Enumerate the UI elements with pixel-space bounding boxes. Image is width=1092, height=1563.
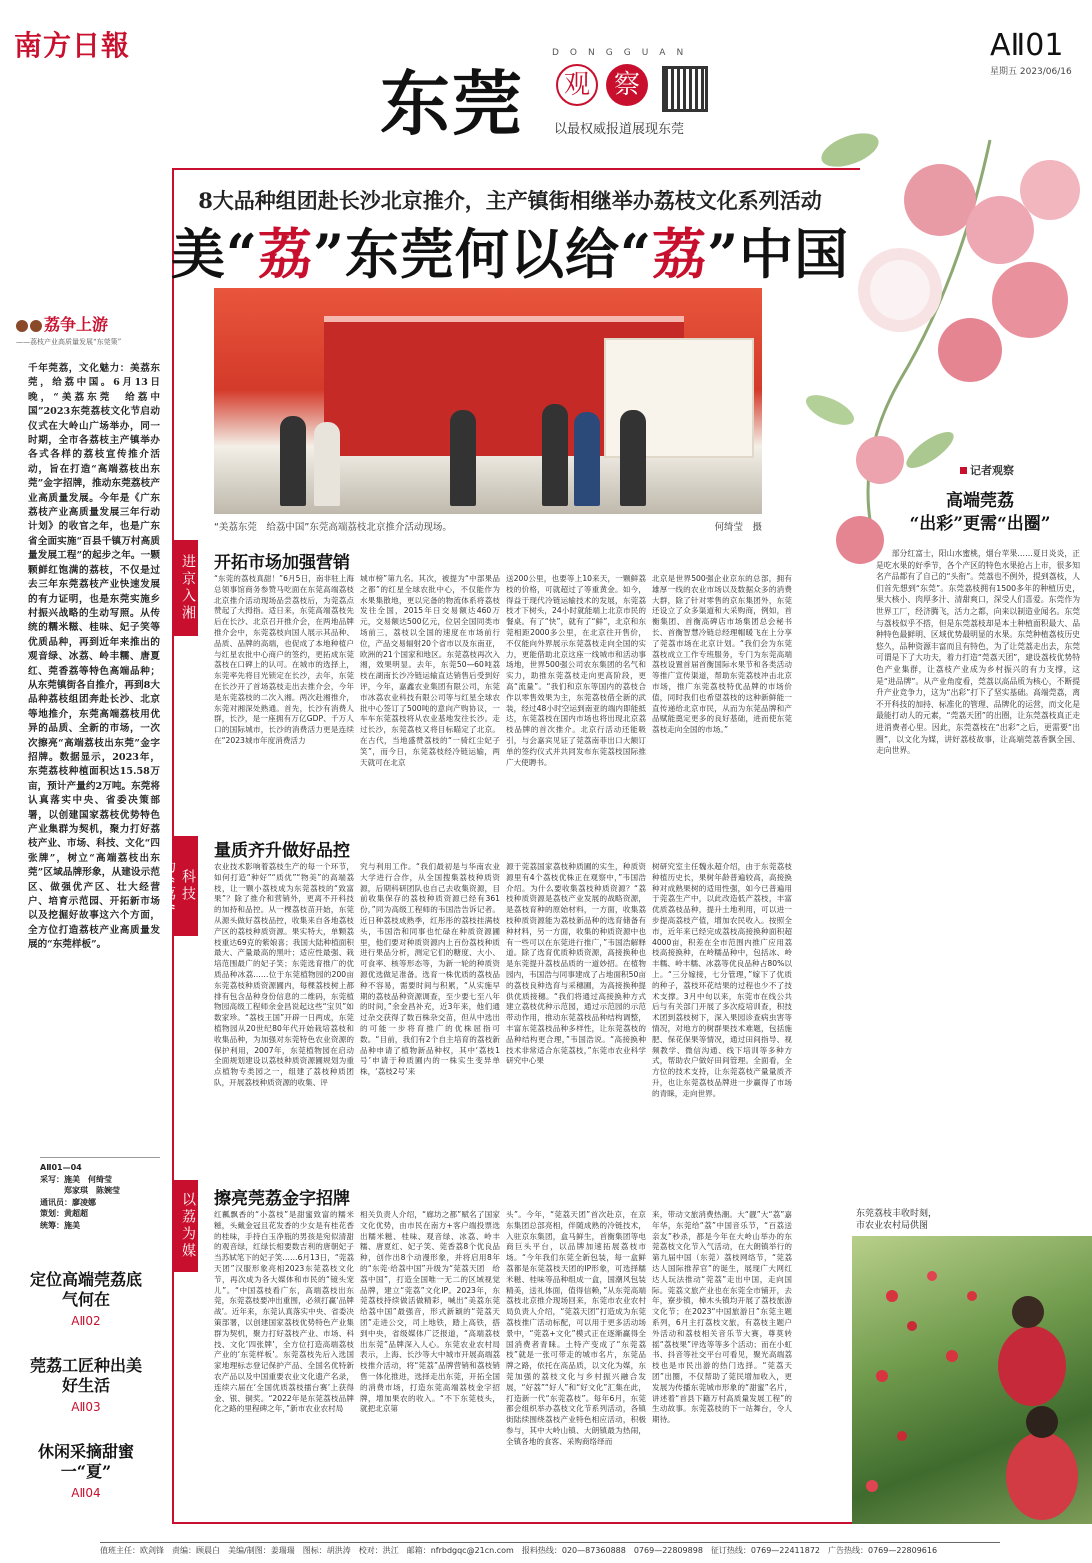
qr-code-icon[interactable] <box>662 66 708 112</box>
article-column: 送200公里，也要等上10来天，一颗鲜荔枝的价格，可就超过了等重黄金。如今，得益于现代冷链运输技术的发展，东莞荔枝才下树头，24小时就能端上北京市民的餐桌。有了“快”，就有了“鲜”，北京和东莞相距2000多公里，在北京往开售价，不仅能向外界展示东莞荔枝走向全国的实力，更能借助北京这座一线城市和活动事场地，世界500强公司农东集团的名气和实力，助推东莞荔枝走向更高阶段，更高“流量”。“我们和京东等国内的荔枝合作以零售效果为主，东莞荔枝借全新的武装，经过48小时空运到南亚的端内即能抵达，东莞荔枝在国内市场也将出现北京荔枝品牌的首次推介。北京行活动还能吸引，与会嘉宾见证了莞荔南菲出口大额订单的签约仪式并共同发布东莞荔枝国际推广大使聘书。 <box>506 574 646 767</box>
section-title-3: 擦亮莞荔金字招牌 <box>214 1189 350 1209</box>
article-column: 相关负责人介绍，“廊坊之都”赋名了国家文化优势，由市民在南方+客户端投票选出糯米糍、桂味、观音绿、冰荔、岭丰糯、唐夏红、妃子笑、莞香荔8个优良品种，创作出8个动漫形象，并将启用8年的“东莞·给荔中国”升级为“莞荔天团 给荔中国”，打造全国唯一无二的区域视觉品牌，建立“莞荔”文化IP。2023年，东莞荔枝持续做活做精彩，喊出“美荔东莞 给荔中国”最强音，形式新颖的“莞荔天团”走进公交，司上地铁，踏上高铁，搭到中央，省级媒体广泛报道，“高端荔枝出东莞”品牌深入人心。东莞农业农村局表示，上海、长沙等大中城市开展高端荔枝推介活动，将“莞荔”品牌营销和荔枝销售一体化推进，选择走出东莞，开拓全国的消费市场，打造东莞高端荔枝金字招牌，增加果农的收入。“不下东莞枝头，就把北京第 <box>360 1210 508 1414</box>
section-title-2: 量质齐升做好品控 <box>214 841 350 861</box>
article-column: 农业技术影响着荔枝生产的每一个环节，如何打造“种好”“质优”“物美”的高端荔枝，让一颗小荔枝成为东莞荔枝的“致富果”？除了推介和营销外，更离不开科技的加持和品控。从一棵荔枝苗开始，东莞从源头做好荔枝品控，收集来自各地荔枝产区的荔枝种质资源。果实特大，单颗荔枝重达69克的紫娘喜；我国大陆种植面积最大、产量最高的黑叶；适应性最强、栽培范围最广的妃子笑；东莞选育推广的优质品种冰荔……位于东莞植物园的200亩东莞荔枝种质资源圃内，每棵荔枝树上都排有包含品种身份信息的二维码，东莞植物园高级工程师余金昌说起这些“宝贝”如数家珍。“荔枝王国”开辟一日两成，东莞植物园从20世纪80年代开始栽培荔枝和收集品种，为加强对东莞特色农业资源的保护利用，2007年，东莞植物园在启动全面规划建设以荔枝种质资源圃规划为重点植物专类园之一，组建了荔枝种质团队，开展荔枝种质资源的收集、评 <box>214 862 354 1087</box>
lychee-icon <box>16 320 28 332</box>
intro-column: 千年莞荔，文化魅力：美荔东莞，给荔中国。6月13日晚，“美荔东莞 给荔中国”2023东莞荔枝文化节启动仪式在大岭山广场举办，同一时期，全市各荔枝主产镇举办各式各样的荔枝宣传推介活动，旨在打造“高端荔枝出东莞”金字招牌，推动东莞荔枝产业高质量发展。今年是《广东荔枝产业高质量发展三年行动计划》的收官之年，也是广东省全面实施“百县千镇万村高质量发展工程”的起步之年。一颗颗鲜红饱满的荔枝，不仅是过去三年东莞荔枝产业快速发展的有力证明，也是东莞实施乡村振兴战略的生动写照。从传统的糯米糍、桂味、妃子笑等优质品种，再到近年来推出的观音绿、冰荔、岭丰糯、唐夏红、莞香荔等特色高端品种；从东莞镇街各自推介，再到8大品种荔枝组团奔赴长沙、北京等地推介，东莞高端荔枝用优异的品质、全新的市场，一次次擦亮“高端荔枝出东莞”金字招牌。数据显示，2023年，东莞荔枝种植面积达15.58万亩，预计产量约2万吨。东莞将认真落实中央、省委决策部署，以创建国家荔枝优势特色产业集群为契机，聚力打好荔枝产业、市场、科技、文化“四张牌”，树立“高端荔枝出东莞”区域品牌形象，从建设示范区、做强优产区、壮大经营户、培育示范园、开拓新市场以及挖掘好故事这六个方面，全方位打造荔枝产业高质量发展的“东莞样板”。 <box>28 363 160 951</box>
article-column: “东莞的荔枝真甜！”6月5日，南非驻上海总领事馆商务参赞马吃面在东莞高端荔枝北京推介活动现场品尝荔枝后，为莞荔点赞起了大拇指。适日来，东莞高端荔枝先后在长沙、北京召开推介会，在两地品牌推介会中，东莞荔枝向国人展示其品种、品质、品牌的高端，也促成了本地种植户与红星农批中心商户的签约，更拓成东莞荔枝在口碑上的认可。在城市的选择上，东莞率先将目光锁定在长沙，去年，东莞在长沙开了首场荔枝走出去推介会，今年是东莞荔枝的二次入湘。两次赴湘推介，东莞对湘深处熟通。首先，长沙有消费人群，长沙，是一座拥有万亿GDP、千万人口的国际城市，长沙的消费活力更是连续在“2023城市年度消费活力 <box>214 574 354 745</box>
headline-red-li: 荔 <box>652 222 708 286</box>
footer-credits: 值班主任：欧剑锋 责编：顾晨白 美编/制图：姜瑞瑞 图标：胡洪涛 校对：洪江 邮箱：nfrbdgqc@21cn.com 报料热线：020—87360888 0769—22809898 征订热线：0769—22411872 广告热线：0769—22809616 <box>100 1542 1000 1556</box>
reporter-observation-label: 记者观察 <box>960 462 1014 478</box>
page-number: AⅡ01 <box>990 28 1064 63</box>
harvest-caption-line: 市农业农村局供图 <box>856 1221 929 1231</box>
article-column: 红瓤飘香的“小荔枝”是甜蜜致富的糯米糍，头戴金冠且花发香的少女是有桂花香的桂味，手持白玉净瓶的男孩是宛似清甜的观音绿，红绿长相要数吉利的唐朝妃子当苏轼笔下的妃子笑……6月13日，“莞荔天团”汉服形象亮相2023东莞荔枝文化节，再次成为各大媒体和市民的“镜头宠儿”。“中国荔枝看广东，高端荔枝出东莞，东莞荔枝要冲出重围，必须打赢‘品牌战’。近年来，东莞认真落实中央、省委决策部署，以创建国家荔枝优势特色产业集群为契机，聚力打好荔枝产业、市场、科技、文化‘四张牌’，全方位打造高端荔枝产业的‘东莞样板’。东莞荔枝先后入选国家地理标志登记保护产品、全国名优特新农产品以及中国重要农业文化遗产名录，连续六届在‘全国优质荔枝擂台赛’上获得金、银、铜奖。“2022年是东莞荔枝品牌化之路的里程碑之年，”新市农业农村局 <box>214 1210 354 1414</box>
article-column: 来，带动文旅消费热潮。大“靓”大“荔”嘉年华，东莞给“荔”中国音乐节，“百荔送亲友”秒杀，都是今年在大岭山举办的东莞荔枝文化节入气活动，在大朗镇举行的第九届中国（东莞）荔枝网络节，“莞荔达人国际推荐官”的诞生，展现广大网红达人玩法推动“莞荔”走出中国，走向国际。莞荔文旅产业也在东莞全市铺开，去年，寮步镇，樟木头镇均开展了荔枝旅游文化节；在2023“中国旅游日”东莞主题系列，6月主打荔枝文旅，有荔枝主题户外活动和荔枝相关音乐节大赛，尊莫转摇“荔枝果”评选等等多个活动；而在小虹书、抖音等社交平台可看见，聚光高端荔枝也是市民出游的热门选择。“莞荔天团”出圈，不仅帮助了莞民增加收入，更发展为传播东莞城市形象的“甜蜜”名片，讲述着“首县下籍万村高质量发展工程”的生动故事。东莞荔枝的下一站舞台，令人期待。 <box>652 1210 792 1425</box>
series-logo-title: 荔争上游 <box>44 315 109 334</box>
credits-box: AⅡ01—04 采写：施美 何绮莹 郑家琪 陈婉莹 通讯员：廖凌娜 策划：黄超超 统筹：施美 <box>40 1157 160 1231</box>
photo-credit: 何绮莹 摄 <box>714 522 762 533</box>
commentary-title-line: “出彩”更需“出圈” <box>909 514 1051 534</box>
headline-part: 美“ <box>170 222 258 286</box>
article-column: 究与利用工作。“我们最初是与华南农业大学进行合作，从全国搜集荔枝种质资源，后期科研团队也自己去收集资源，目前收集保存的荔枝种质资源已经有361份，”同为高级工程师的韦国浩告诉记者。近日种荔枝成熟季，红彤彤的荔枝挂满枝头，韦国浩和同事也忙碌在种质资源圃里，他们要对种质资源内上百份荔枝种质进行果品分析，测定它们的糖度、大小、可食率、核等形态等，为新一轮的种质资源优选做足准备。选育一株优质的荔枝品种不容易，需要时间与积累，“从实施早期的荔枝品种资源调查，至少要七至八年的时间，”余金昌补充，近3年来，他们通过杂交获得了数百株杂交苗，但从中选出的可能一步将育推广的优株屈指可数。“目前，我们有2个自主培育的荔枝新品种申请了植物新品种权，其中‘荔枝1号’申请于种质圃内的一株实生变异单株，‘荔枝2号’来 <box>360 862 500 1077</box>
headline-part: ”中国 <box>707 222 850 286</box>
caption-text: “美荔东莞 给荔中国”东莞高端荔枝北京推介活动现场。 <box>214 522 452 533</box>
commentary-title <box>880 490 1080 536</box>
series-logo-sub: ——荔枝产业高质量发展“东莞策” <box>16 338 122 346</box>
harvest-caption-line: 东莞荔枝丰收时刻， <box>856 1209 938 1219</box>
section-slogan: 以最权威报道展现东莞 <box>554 122 685 137</box>
main-photo <box>214 288 762 514</box>
teaser-page: AⅡ03 <box>71 1400 101 1414</box>
harvest-photo <box>852 1236 1092 1524</box>
article-column: 头”。今年，“莞荔天团”首次赴京，在京东集团总部亮相，伴随成熟的冷链技术，入驻京东集团，盒马鲜生，首衡集团等电商巨头平台，以品牌加速拓展荔枝市场。“今年我们东莞全新包装，每一盒鲜荔都是东莞荔枝天团的IP形象，可选择糯米糍、桂味等品种组成一盒，国潮风包装精美，送礼体面，值得信赖，”从东莞高端荔枝北京推介现场回来，东莞市农业农村局负责人介绍，“莞荔天团”打造成为东莞荔枝推广活动标配，可以用于更多活动场景中，“莞荔+文化”模式正在逐渐赢得全国消费者青睐。土特产变成了“东莞荔枝”就是一张可带走的城市名片，东莞品牌之路，依托在高品质，以文化为媒，东莞加强的荔枝文化与乡村振兴融合发展，“好荔”“好人”和“好文化”汇集在此，打造新一代“东莞荔枝”。每年6月，东莞都会组织举办荔枝文化节系列活动，各镇街陆续围绕荔枝产业特色相应活动，积极参与，其中大岭山镇、大朗镇最为热闹，全镇各地的食客、采购商络绎而 <box>506 1210 646 1446</box>
main-headline <box>140 212 880 289</box>
lychee-icon <box>30 320 42 332</box>
commentary-body: 部分红富士，阳山水蜜桃，烟台苹果……夏日炎炎，正是吃水果的好季节，各个产区的特色水果抢占上市，很多知名产品都有了自己的“头衔”。莞荔也不例外，提到荔枝，人们首先想到“东莞”。东莞荔枝拥有1500多年的种植历史，果大核小、肉厚多汁、清甜爽口，深受人们喜爱。东莞作为世界工厂，经济腾飞，活力之都，向来以制造业闻名。东莞与荔枝似乎不搭，但是东莞荔枝却是本土种植面积最大、品种特色最鲜明、区域优势最明显的水果。东莞种植荔枝历史悠久，品种资源丰富而且有特色，为了让莞荔走出去，东莞可谓是下了大功夫，着力打造“莞荔天团”，建设荔枝优势特色产业集群，让荔枝产业成为乡村振兴的有力支撑，这是“进品牌”。从产业角度看，莞荔以高品质为核心，不断提升产业竞争力，这为“出彩”打下了坚实基础。高端莞荔，离不开科技的加持、标准化的管理、品牌化的运营，而文化是最能打动人的元素，“莞荔天团”的出圈，让东莞荔枝真正走进消费者心里。因此，东莞荔枝在“出彩”之后，更需要“出圈”，以文化为媒，讲好荔枝故事，让高端莞荔香飘全国、走向世界。 <box>876 549 1080 756</box>
commentary-title-line: 高端莞荔 <box>946 491 1014 511</box>
headline-red-li: 荔 <box>257 222 313 286</box>
harvest-caption <box>856 1208 937 1232</box>
section-tag-2: 科技助“荔” <box>172 836 198 936</box>
teaser-link[interactable] <box>26 1442 146 1500</box>
cha-badge: 察 <box>606 64 648 106</box>
date-line: 星期五 2023/06/16 <box>990 67 1072 77</box>
section-tag-1: 进京入湘 <box>172 540 198 636</box>
teaser-link[interactable] <box>26 1270 146 1328</box>
article-column: 北京是世界500强企业京东的总部，拥有雄厚一线的农业市场以及数据众多的消费大群，除了针对零售的京东集团外，东莞还设立了众多渠道和大采购商，例如，首衡集团、首衡高碑店市场集团总会秘书长、首衡智慧冷链总经理帽暖飞在上分享了莞荔市场在北京计划。“我们会为东莞荔枝成立工作专班服务，专门为东莞高端荔枝设置首届首衡国际水果节和各类活动等推广宣传渠道，帮助东莞荔枝冲击北京市场，推广东莞荔枝特优品牌的市场价值，同时我们也希望荔枝的这种新鲜能一直传递给北京市民，从而为东莞品牌和产品赋能奠定更多的良好基础，进而使东莞荔枝走向全国的市场。” <box>652 574 792 735</box>
harvest-photo-art <box>852 1236 1092 1524</box>
teaser-title: 莞荔工匠种出美好生活 <box>29 1356 142 1395</box>
teaser-link[interactable] <box>26 1356 146 1414</box>
article-column: 树研究室主任魏永超介绍，由于东莞荔枝种植历史长，果树年龄普遍较高，高接换种对成熟果树的适用性强，如今已普遍用于莞荔生产中，以此改造低产荔枝，丰富优质荔枝品种，提升土地利用，可以进一步提高荔枝产值，增加农民收入。按照全市，近年来已经完成荔枝高接换种面积超4000亩，积差在全市范围内推广应用荔枝高接换种，在岭糯品种中，包括冰、岭丰糯、岭丰糯、冰荔等优良品种占80%以上。“三分嫁接，七分管理，”嫁下了优质的种子，荔枝环花结果的过程也少不了技术支撑。3月中旬以来，东莞市在线公共后与有关部门开展了多次疫培训查，积技术团到荔枝树下，深入果园诊查病虫害等情况，对地方的树群果技术难题，包括施肥、保花保果等情况，通过田间指导、视频教学、微信沟通、线下培训等多种方式，帮助农户做好田间管理。全面看，全方位的技术支持，让东莞荔枝产量量质齐升，也让东莞荔枝品牌进一步赢得了市场的青睐，走向世界。 <box>652 862 792 1098</box>
series-logo <box>16 312 121 347</box>
section-title-1: 开拓市场加强营销 <box>214 553 350 573</box>
section-en-label: DONGGUAN <box>552 48 695 58</box>
newspaper-logo: 南方日報 <box>14 29 131 62</box>
article-column: 城市榜”第九名。其次，被提为“中部果品之都”的红星全球农批中心，不仅能作为水果集散地，更以完备的物流体系将荔枝发往全国，2015年日交易额达460万元，交易额达500亿元，位居全国同类市场前三，荔枝以全国的速度在市场前行位，产品交易辐射20个省市以及东南亚，欧洲的21个国家和地区。东莞荔枝再次入湘，效果明显。去年，东莞50—60吨荔枝在湖南长沙冷链运输直达销售后受到好评，今年，嘉鑫农业集团有限公司，东莞市冰荔农业科技有限公司等与红星全球农批中心签订了500吨的意向产购协议，一车车东莞荔枝将从农业基地发往长沙。走过长沙，东莞荔枝又将目标瞄定了北京。在古代，当地盛赞荔枝的“一骑红尘妃子笑”，而今日，东莞荔枝经冷链运输，两天就可在北京 <box>360 574 500 767</box>
article-column: 源于莞荔国家荔枝种质圃的实生，种质资源里有4个荔枝优株正在观察中，”韦国浩介绍。为什么要收集荔枝种质资源？“荔枝种质资源是荔枝产业发展的战略资源，是荔枝育种的原始材料，一方面，收集荔枝种质资源能为荔枝新品种的选育储备有种材料，另一方面，收集的种质资源中也有一些可以在东莞进行推广，”韦国浩解释道。除了选育优质种质资源，高接换种也是东莞提升荔枝品质的一道妙招。在植物园内，韦国浩与同事建成了占地面积50亩的荔枝良种选育与采穗圃，为高接换种提供优质接穗。“我们将通过高接换种方式建立荔枝优种示范园，通过示范园的示范带动作用，推动东莞荔枝品种结构调整，丰富东莞荔枝品种多样性，让东莞荔枝的品种结构更合理，”韦国浩说。“高接换种技术非常适合东莞荔枝，”东莞市农业科学研究中心果 <box>506 862 646 1066</box>
subheadline: 8大品种组团赴长沙北京推介，主产镇街相继举办荔枝文化系列活动 <box>198 188 822 213</box>
teaser-page: AⅡ02 <box>71 1314 101 1328</box>
guan-badge: 观 <box>556 64 598 106</box>
section-tag-3: 以荔为媒 <box>172 1180 198 1272</box>
headline-part: ”东莞何以给“ <box>312 222 653 286</box>
teaser-title: 休闲采摘甜蜜一“夏” <box>37 1442 134 1481</box>
section-title: 东莞 <box>380 62 524 145</box>
photo-caption <box>214 519 762 533</box>
teaser-title: 定位高端莞荔底气何在 <box>29 1270 142 1309</box>
teaser-page: AⅡ04 <box>71 1486 101 1500</box>
